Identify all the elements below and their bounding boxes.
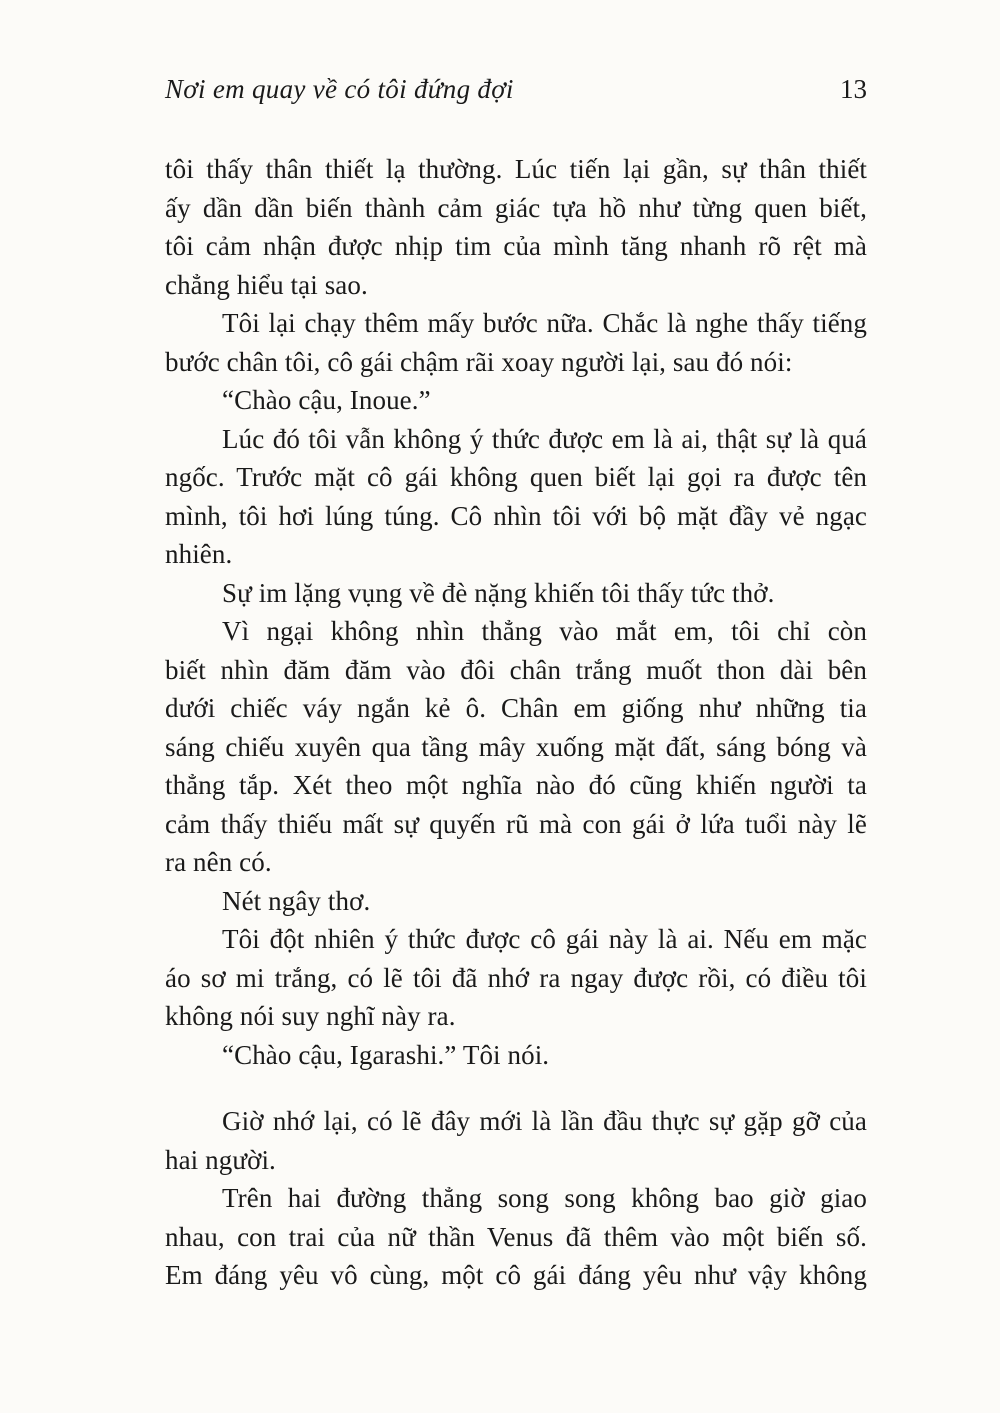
- text-line: bước chân tôi, cô gái chậm rãi xoay người lại, sau đó nói:: [165, 346, 793, 377]
- text-line: tôi cảm nhận được nhịp tim của mình tăng nhanh rõ rệt mà: [165, 231, 867, 261]
- text-line: biết nhìn đăm đăm vào đôi chân trắng muốt thon dài bên: [165, 654, 867, 685]
- text-line: nhiên.: [165, 539, 233, 569]
- text-line: Tôi lại chạy thêm mấy bước nữa. Chắc là nghe thấy tiếng: [222, 308, 867, 338]
- running-header: [165, 72, 867, 106]
- text-line: tôi thấy thân thiết lạ thường. Lúc tiến lại gần, sự thân thiết: [165, 154, 867, 184]
- text-line: ấy dần dần biến thành cảm giác tựa hồ như từng quen biết,: [165, 192, 867, 223]
- text-line: Tôi đột nhiên ý thức được cô gái này là ai. Nếu em mặc: [222, 924, 867, 954]
- text-line: “Chào cậu, Igarashi.” Tôi nói.: [222, 1039, 550, 1070]
- text-line: ra nên có.: [165, 847, 272, 877]
- text-line: Trên hai đường thẳng song song không bao giờ giao: [222, 1183, 867, 1213]
- text-line: Nét ngây thơ.: [222, 885, 371, 916]
- text-line: áo sơ mi trắng, có lẽ tôi đã nhớ ra ngay được rồi, có điều tôi: [165, 962, 867, 993]
- section-break: [165, 1074, 867, 1102]
- text-line: Em đáng yêu vô cùng, một cô gái đáng yêu như vậy không: [165, 1260, 867, 1290]
- body-text: [165, 150, 867, 1295]
- text-line: Vì ngại không nhìn thẳng vào mắt em, tôi chỉ còn: [222, 616, 867, 646]
- text-line: ngốc. Trước mặt cô gái không quen biết lại gọi ra được tên: [165, 462, 867, 492]
- text-line: không nói suy nghĩ này ra.: [165, 1001, 456, 1031]
- page-number: 13: [840, 74, 867, 104]
- text-line: Giờ nhớ lại, có lẽ đây mới là lần đầu thực sự gặp gỡ của: [222, 1106, 867, 1136]
- text-line: dưới chiếc váy ngắn kẻ ô. Chân em giống như những tia: [165, 693, 867, 723]
- text-line: “Chào cậu, Inoue.”: [222, 385, 431, 415]
- text-line: Sự im lặng vụng về đè nặng khiến tôi thấy tức thở.: [222, 577, 775, 608]
- text-line: mình, tôi hơi lúng túng. Cô nhìn tôi với bộ mặt đầy vẻ ngạc: [165, 500, 867, 531]
- text-line: nhau, con trai của nữ thần Venus đã thêm vào một biến số.: [165, 1221, 867, 1252]
- text-line: hai người.: [165, 1144, 276, 1175]
- running-header-title: Nơi em quay về có tôi đứng đợi: [165, 74, 514, 104]
- text-line: cảm thấy thiếu mất sự quyến rũ mà con gái ở lứa tuổi này lẽ: [165, 808, 867, 839]
- text-line: sáng chiếu xuyên qua tầng mây xuống mặt đất, sáng bóng và: [165, 731, 867, 762]
- text-line: chẳng hiểu tại sao.: [165, 269, 368, 300]
- text-line: Lúc đó tôi vẫn không ý thức được em là ai, thật sự là quá: [222, 423, 867, 454]
- text-line: thẳng tắp. Xét theo một nghĩa nào đó cũng khiến người ta: [165, 770, 867, 800]
